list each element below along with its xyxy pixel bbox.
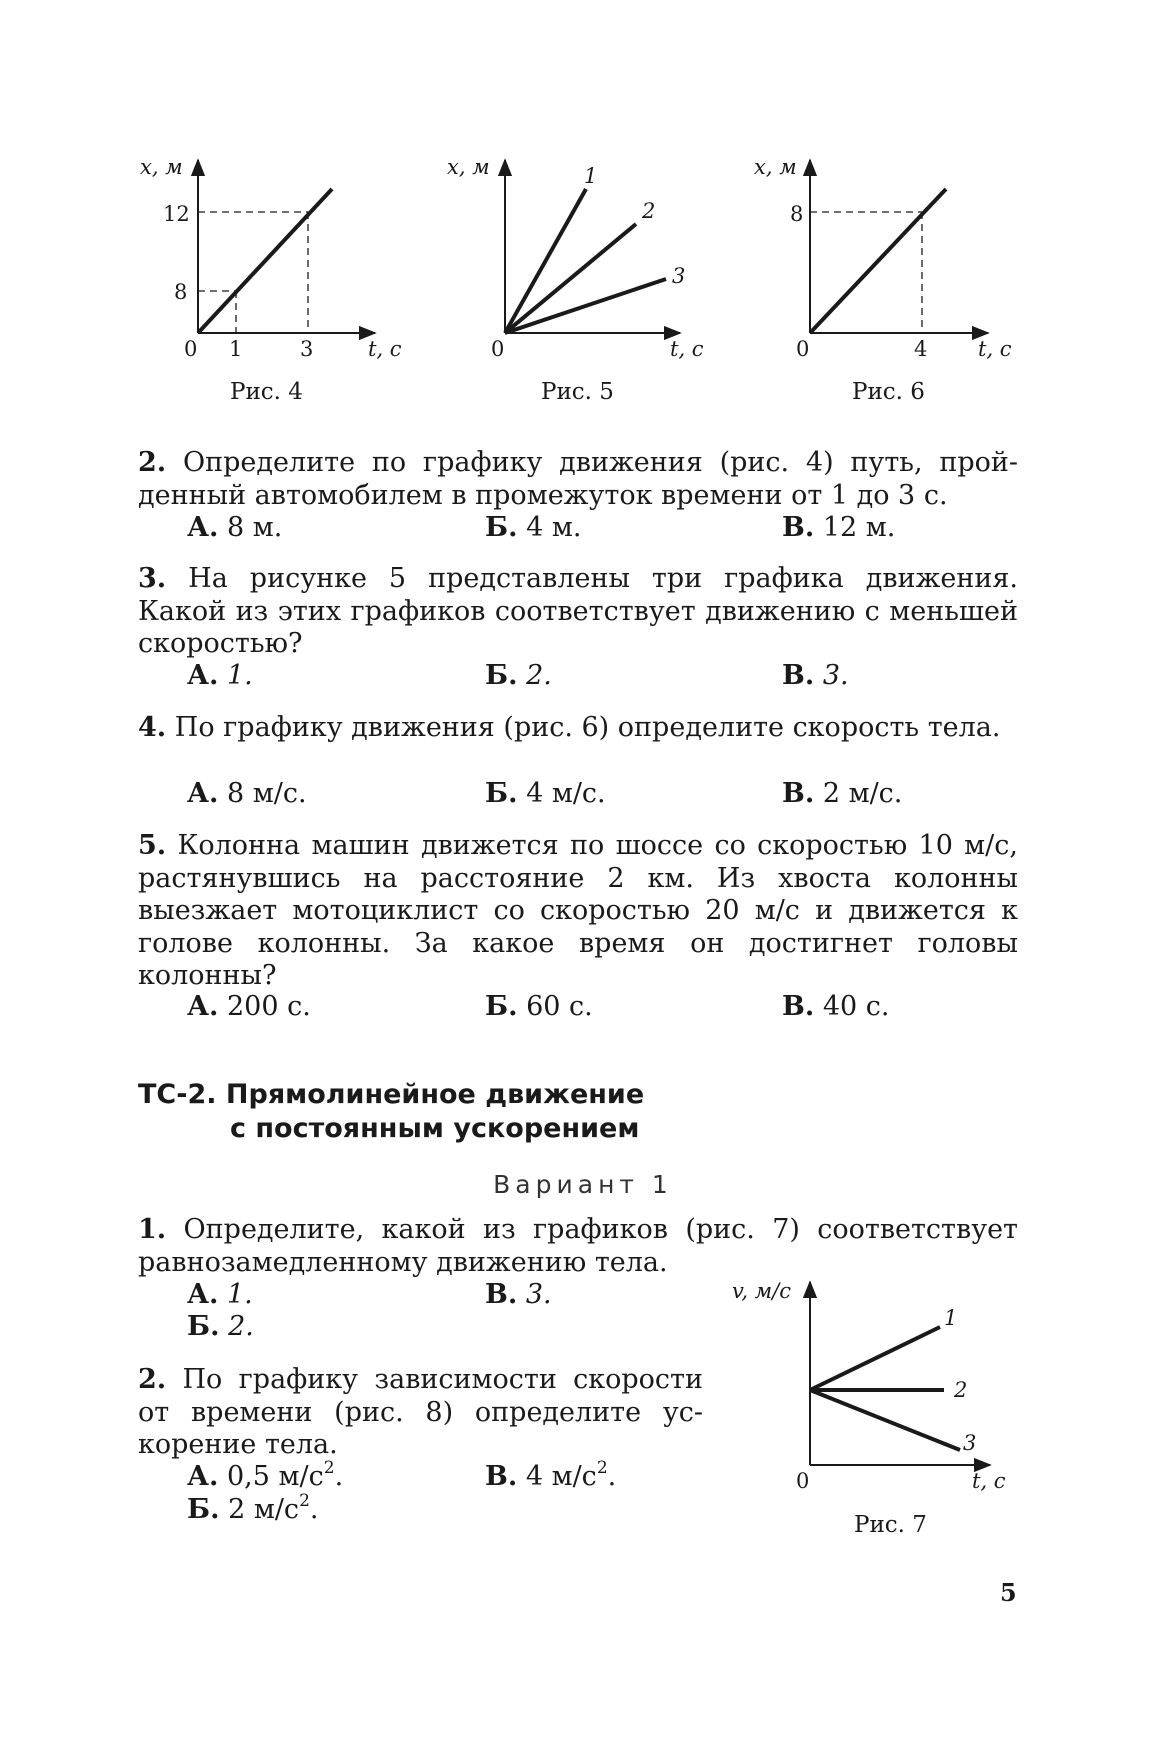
question-number: 2. — [138, 447, 167, 478]
answer-letter: Б. — [485, 991, 518, 1022]
answer-a[interactable] — [187, 1279, 253, 1311]
answer-v[interactable] — [485, 1279, 552, 1311]
section-title-line1: Прямолинейное движение — [225, 1079, 645, 1110]
fig6-origin: 0 — [796, 337, 810, 361]
answer-letter: А. — [187, 660, 219, 691]
answer-tail: . — [607, 1461, 617, 1492]
fig7-curve-2-label: 2 — [954, 1378, 968, 1402]
answer-v[interactable] — [782, 512, 895, 544]
figure-5 — [447, 155, 704, 405]
fig6-y-label: x, м — [754, 155, 797, 179]
answer-tail: . — [309, 1494, 319, 1525]
answer-letter: В. — [485, 1279, 518, 1310]
answer-value: 2 м/с — [228, 1494, 300, 1525]
fig5-curve-1-label: 1 — [584, 164, 598, 188]
fig7-graph-1 — [810, 1327, 940, 1390]
answer-letter: В. — [485, 1461, 518, 1492]
answer-value: 60 с. — [526, 991, 593, 1022]
answer-exponent: 2 — [596, 1458, 608, 1478]
answer-value: 1. — [226, 1279, 253, 1310]
section-heading — [138, 1078, 738, 1146]
fig7-graph-3 — [810, 1390, 960, 1450]
answer-b[interactable] — [187, 1311, 254, 1343]
variant-heading: Вариант 1 — [493, 1170, 673, 1199]
answer-letter: А. — [187, 778, 219, 809]
answer-value: 4 м/с — [525, 1461, 597, 1492]
answer-letter: Б. — [485, 778, 518, 809]
fig5-curve-3-label: 3 — [672, 264, 686, 288]
answer-value: 200 с. — [226, 991, 311, 1022]
answer-value: 0,5 м/с — [226, 1461, 324, 1492]
answer-letter: А. — [187, 991, 219, 1022]
answer-letter: Б. — [485, 512, 518, 543]
answer-letter: В. — [782, 778, 815, 809]
fig6-caption: Рис. 6 — [852, 379, 925, 405]
answer-letter: Б. — [485, 660, 518, 691]
question-number: 2. — [138, 1364, 167, 1395]
fig4-x-label: t, c — [368, 337, 402, 361]
answer-value: 3. — [525, 1279, 552, 1310]
fig7-caption: Рис. 7 — [854, 1512, 927, 1538]
answer-b[interactable] — [485, 991, 593, 1023]
figure-7 — [720, 1270, 1050, 1540]
answer-value: 2. — [526, 660, 552, 691]
answer-value: 2 м/с. — [822, 778, 903, 809]
question-text: Колонна машин движется по шоссе со скоростью 10 м/с, растянувшись на расстояние 2 км. Из хвоста колонны выезжает мотоциклист со скоростью 20 м/с и движется к голове колонны. За какое время он достигнет головы колонны? — [138, 830, 1018, 991]
answer-letter: Б. — [187, 1494, 220, 1525]
answer-a[interactable] — [187, 778, 307, 810]
section-title-line2: с постоянным ускорением — [230, 1113, 640, 1144]
answer-letter: В. — [782, 660, 815, 691]
fig4-origin: 0 — [184, 337, 198, 361]
figure-4 — [140, 155, 402, 405]
answer-v[interactable] — [782, 991, 889, 1023]
fig4-y-tick-12: 12 — [163, 202, 190, 226]
question-3 — [138, 563, 1018, 661]
question-number: 1. — [138, 1214, 167, 1245]
section-code: ТС-2. — [138, 1079, 217, 1110]
question-2-part2 — [138, 1364, 703, 1462]
fig5-graph-2 — [505, 224, 636, 333]
answer-b[interactable] — [485, 512, 581, 544]
question-text: Определите, какой из графиков (рис. 7) соответствует равнозамедленному движению тела. — [138, 1214, 1018, 1278]
question-number: 5. — [138, 830, 167, 861]
answer-b[interactable] — [485, 778, 606, 810]
fig6-x-tick-4: 4 — [914, 337, 928, 361]
answer-value: 4 м. — [526, 512, 582, 543]
fig6-y-tick-8: 8 — [790, 202, 804, 226]
figure-6 — [754, 155, 1012, 405]
fig5-y-label: x, м — [447, 155, 490, 179]
fig5-caption: Рис. 5 — [541, 379, 614, 405]
answer-letter: А. — [187, 512, 219, 543]
answer-exponent: 2 — [323, 1458, 335, 1478]
fig4-caption: Рис. 4 — [230, 379, 303, 405]
answer-tail: . — [334, 1461, 344, 1492]
answer-a[interactable] — [187, 991, 311, 1023]
fig5-origin: 0 — [491, 337, 505, 361]
question-text: По графику движения (рис. 6) определите скорость тела. — [174, 712, 1001, 743]
question-text: На рисунке 5 представлены три графика движения. Какой из этих графиков соответствует движению с меньшей скоростью? — [138, 563, 1018, 659]
question-5 — [138, 830, 1018, 993]
answer-letter: В. — [782, 512, 815, 543]
answer-value: 1. — [226, 660, 253, 691]
answer-value: 12 м. — [822, 512, 896, 543]
fig4-y-label: x, м — [140, 155, 183, 179]
answer-a[interactable] — [187, 1458, 344, 1493]
figures-top — [0, 0, 1166, 410]
answer-value: 8 м. — [226, 512, 283, 543]
fig7-curve-3-label: 3 — [963, 1431, 977, 1455]
answer-letter: В. — [782, 991, 815, 1022]
answer-value: 2. — [228, 1311, 254, 1342]
answer-exponent: 2 — [299, 1491, 310, 1511]
fig6-graph-line — [810, 189, 946, 333]
fig4-graph-line — [198, 189, 332, 333]
question-text: По графику зависимости скорости от времени (рис. 8) определите ускорение тела. — [138, 1364, 703, 1460]
fig7-x-label: t, c — [972, 1469, 1006, 1493]
question-2 — [138, 447, 1018, 512]
answer-v[interactable] — [485, 1458, 617, 1493]
answer-a[interactable] — [187, 512, 282, 544]
question-4 — [138, 712, 1018, 745]
answer-letter: А. — [187, 1461, 219, 1492]
page-number: 5 — [1000, 1578, 1017, 1607]
fig4-x-tick-1: 1 — [229, 337, 243, 361]
question-number: 4. — [138, 712, 167, 743]
fig7-origin: 0 — [796, 1469, 810, 1493]
fig7-y-label: v, м/c — [732, 1279, 791, 1303]
answer-letter: Б. — [187, 1311, 220, 1342]
answer-b[interactable] — [187, 1491, 319, 1526]
fig5-curve-2-label: 2 — [642, 199, 656, 223]
question-number: 3. — [138, 563, 167, 594]
answer-v[interactable] — [782, 660, 849, 692]
answer-b[interactable] — [485, 660, 552, 692]
answer-value: 8 м/с. — [226, 778, 307, 809]
answer-value: 3. — [822, 660, 849, 691]
fig4-y-tick-8: 8 — [174, 280, 188, 304]
fig5-x-label: t, c — [670, 337, 704, 361]
answer-v[interactable] — [782, 778, 902, 810]
fig4-x-tick-3: 3 — [300, 337, 314, 361]
question-text: Определите по графику движения (рис. 4) путь, пройденный автомобилем в промежуток времени от 1 до 3 с. — [138, 447, 1018, 511]
fig6-x-label: t, c — [978, 337, 1012, 361]
answer-letter: А. — [187, 1279, 219, 1310]
answer-value: 4 м/с. — [526, 778, 606, 809]
answer-a[interactable] — [187, 660, 253, 692]
answer-value: 40 с. — [822, 991, 890, 1022]
fig7-curve-1-label: 1 — [944, 1306, 958, 1330]
